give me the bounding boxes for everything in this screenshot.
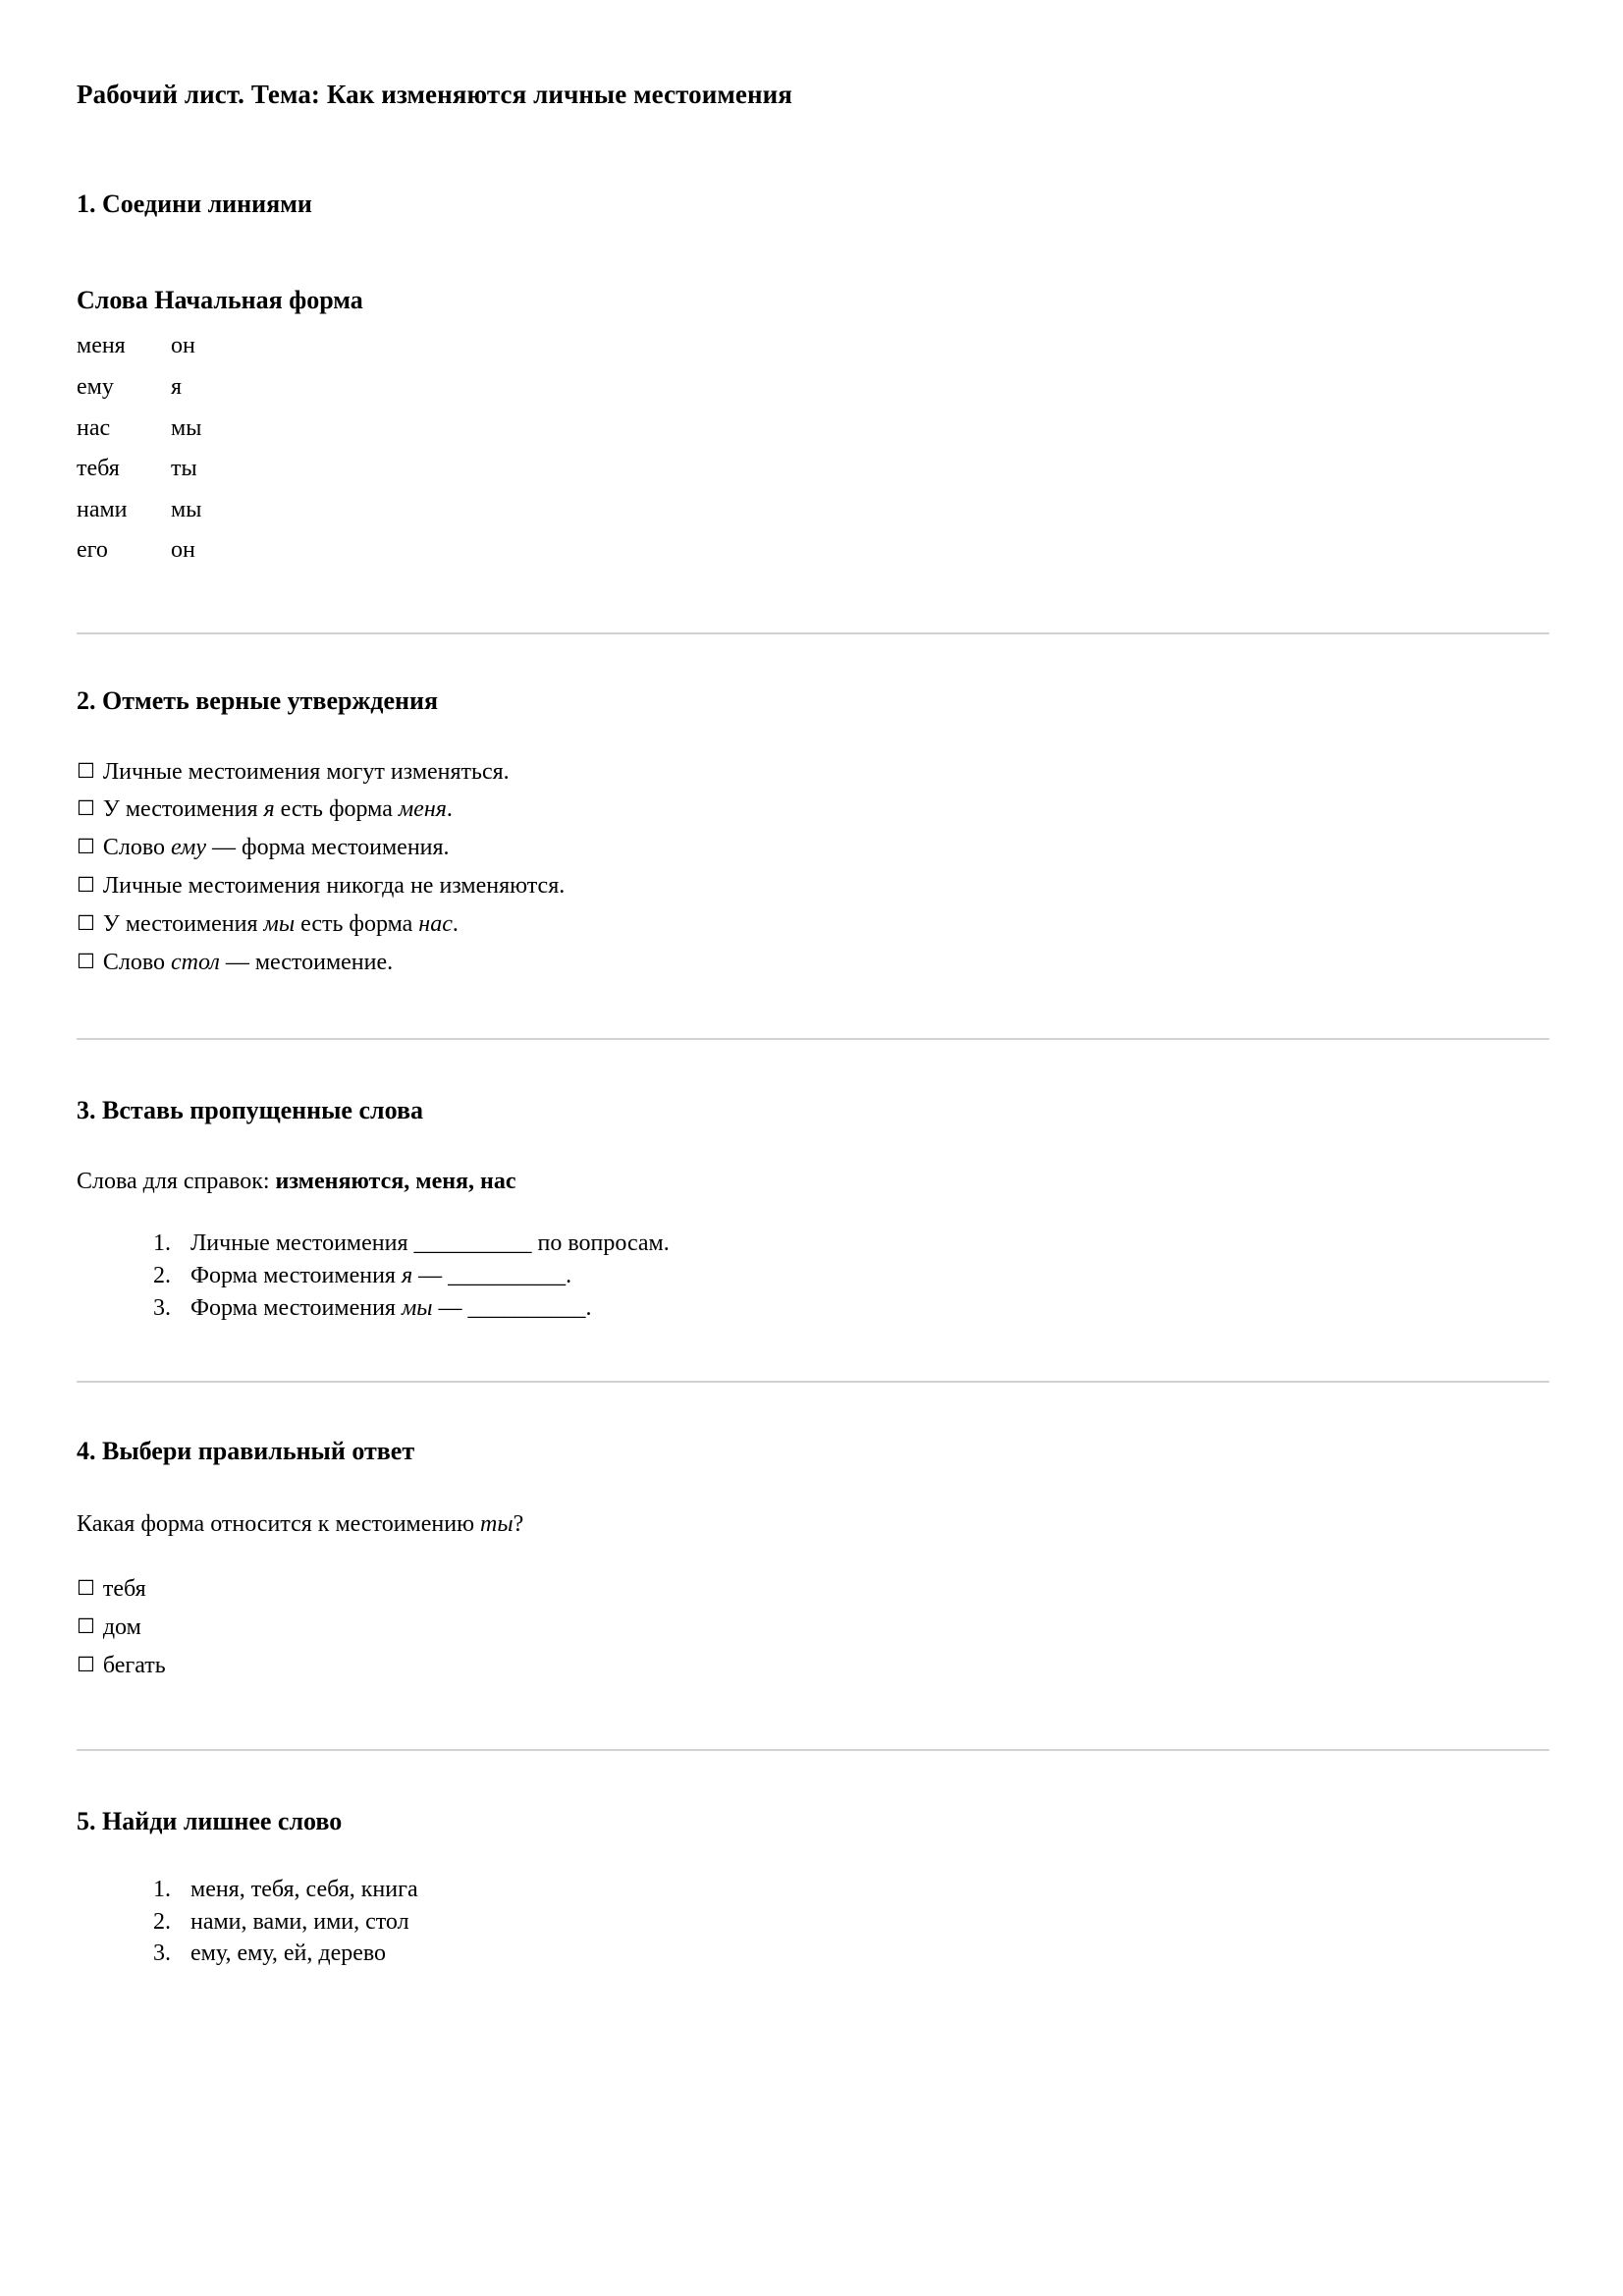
table-row[interactable] <box>77 374 201 415</box>
section-1-heading: 1. Соедини линиями <box>77 189 312 218</box>
item-text: по вопросам. <box>531 1230 670 1256</box>
reference-label: Слова для справок: <box>77 1168 276 1194</box>
word-cell[interactable]: нами <box>77 496 128 522</box>
word-cell[interactable]: тебя <box>77 456 120 482</box>
list-item[interactable] <box>77 873 1549 911</box>
question-emphasis: ты <box>480 1510 514 1537</box>
spacer <box>77 578 1549 632</box>
question-text: Какая форма относится к местоимению <box>77 1510 480 1537</box>
item-text: — <box>412 1262 449 1288</box>
statement-text: У местоимения <box>102 796 264 823</box>
item-text: . <box>585 1294 592 1321</box>
statement-text: Личные местоимения никогда не изменяются. <box>102 872 566 899</box>
list-item[interactable] <box>77 911 1549 950</box>
base-form-cell[interactable]: мы <box>171 496 202 522</box>
statement-text: — форма местоимения. <box>206 835 450 861</box>
spacer <box>77 634 1549 685</box>
answer-blank[interactable]: __________ <box>467 1294 586 1321</box>
spacer <box>77 1326 1549 1381</box>
answer-blank[interactable]: __________ <box>413 1230 532 1256</box>
word-cell[interactable]: его <box>77 537 108 564</box>
section-4-option-list <box>77 1576 1549 1690</box>
spacer <box>77 1468 1549 1509</box>
statement-text: есть форма <box>295 910 419 937</box>
list-item[interactable]: 1. меня, тебя, себя, книга <box>177 1876 1549 1908</box>
checkbox-icon[interactable]: ☐ <box>77 758 95 783</box>
statement-emphasis: меня <box>398 796 447 823</box>
checkbox-icon[interactable]: ☐ <box>77 1652 95 1676</box>
list-item[interactable] <box>77 1576 1549 1614</box>
list-item[interactable] <box>177 1294 1549 1327</box>
option-label: дом <box>102 1613 141 1640</box>
answer-blank[interactable]: __________ <box>448 1262 567 1288</box>
spacer <box>77 1838 1549 1876</box>
checkbox-icon[interactable]: ☐ <box>77 910 95 935</box>
statement-text: — местоимение. <box>219 949 394 975</box>
list-item[interactable] <box>177 1262 1549 1294</box>
reference-words: изменяются, меня, нас <box>275 1168 516 1194</box>
word-pairs-body <box>77 315 201 578</box>
section-3-fill-list <box>77 1230 1549 1326</box>
option-label: бегать <box>102 1652 166 1678</box>
statement-text: . <box>452 910 459 937</box>
spacer <box>77 1040 1549 1095</box>
checkbox-icon[interactable]: ☐ <box>77 796 95 821</box>
item-emphasis: я <box>401 1262 413 1288</box>
statement-text: У местоимения <box>102 910 264 937</box>
statement-emphasis: ему <box>170 835 207 861</box>
statement-emphasis: я <box>263 796 275 823</box>
spacer <box>77 1751 1549 1806</box>
list-item[interactable] <box>77 796 1549 835</box>
word-cell[interactable]: ему <box>77 374 114 401</box>
statement-text: . <box>446 796 453 823</box>
table-row[interactable] <box>77 315 201 374</box>
statement-text: есть форма <box>274 796 399 823</box>
spacer <box>77 987 1549 1038</box>
statement-emphasis: нас <box>418 910 453 937</box>
spacer <box>77 1196 1549 1230</box>
document-content <box>77 0 1549 1972</box>
word-cell[interactable]: нас <box>77 414 111 441</box>
section-4-heading: 4. Выбери правильный ответ <box>77 1437 415 1466</box>
table-row[interactable] <box>77 456 201 497</box>
base-form-cell[interactable]: он <box>171 333 195 359</box>
list-item[interactable] <box>77 835 1549 873</box>
statement-emphasis: мы <box>263 910 296 937</box>
list-item[interactable]: 2. нами, вами, ими, стол <box>177 1908 1549 1941</box>
spacer <box>77 1127 1549 1167</box>
statement-text: Слово <box>102 835 171 861</box>
word-table-header: Слова Начальная форма <box>77 286 363 315</box>
section-4-question <box>77 1509 1549 1539</box>
option-label: тебя <box>102 1575 146 1602</box>
list-item[interactable] <box>77 950 1549 988</box>
section-2-heading: 2. Отметь верные утверждения <box>77 686 439 715</box>
word-pairs-table <box>77 315 201 578</box>
statement-emphasis: стол <box>170 949 220 975</box>
checkbox-icon[interactable]: ☐ <box>77 835 95 859</box>
checkbox-icon[interactable]: ☐ <box>77 1613 95 1638</box>
section-5-heading: 5. Найди лишнее слово <box>77 1807 343 1836</box>
spacer <box>77 718 1549 759</box>
table-row[interactable] <box>77 537 201 578</box>
section-2-statement-list <box>77 759 1549 988</box>
table-row[interactable] <box>77 415 201 457</box>
page-title: Рабочий лист. Тема: Как изменяются личные местоимения <box>77 80 793 109</box>
base-form-cell[interactable]: ты <box>171 456 197 482</box>
spacer <box>77 1383 1549 1436</box>
base-form-cell[interactable]: мы <box>171 414 202 441</box>
list-item[interactable]: 3. ему, ему, ей, дерево <box>177 1940 1549 1972</box>
item-text: Форма местоимения <box>190 1294 402 1321</box>
item-text: — <box>432 1294 468 1321</box>
list-item[interactable] <box>177 1230 1549 1262</box>
item-emphasis: мы <box>401 1294 433 1321</box>
statement-text: Слово <box>102 949 171 975</box>
item-text: Форма местоимения <box>190 1262 402 1288</box>
spacer <box>77 1539 1549 1576</box>
table-row[interactable] <box>77 497 201 538</box>
section-3-heading: 3. Вставь пропущенные слова <box>77 1096 423 1125</box>
item-text: Личные местоимения <box>190 1230 414 1256</box>
question-text: ? <box>513 1510 524 1537</box>
item-text: . <box>566 1262 572 1288</box>
list-item[interactable] <box>77 759 1549 797</box>
section-5-odd-one-out-list <box>77 1876 1549 1972</box>
checkbox-icon[interactable]: ☐ <box>77 949 95 973</box>
list-item[interactable] <box>77 1614 1549 1653</box>
checkbox-icon[interactable]: ☐ <box>77 1575 95 1600</box>
base-form-cell[interactable]: он <box>171 537 195 564</box>
spacer <box>77 1690 1549 1749</box>
base-form-cell[interactable]: я <box>171 374 183 401</box>
word-cell[interactable]: меня <box>77 333 126 359</box>
list-item[interactable] <box>77 1653 1549 1691</box>
reference-words-line <box>77 1167 1549 1196</box>
statement-text: Личные местоимения могут изменяться. <box>102 758 510 785</box>
checkbox-icon[interactable]: ☐ <box>77 872 95 897</box>
